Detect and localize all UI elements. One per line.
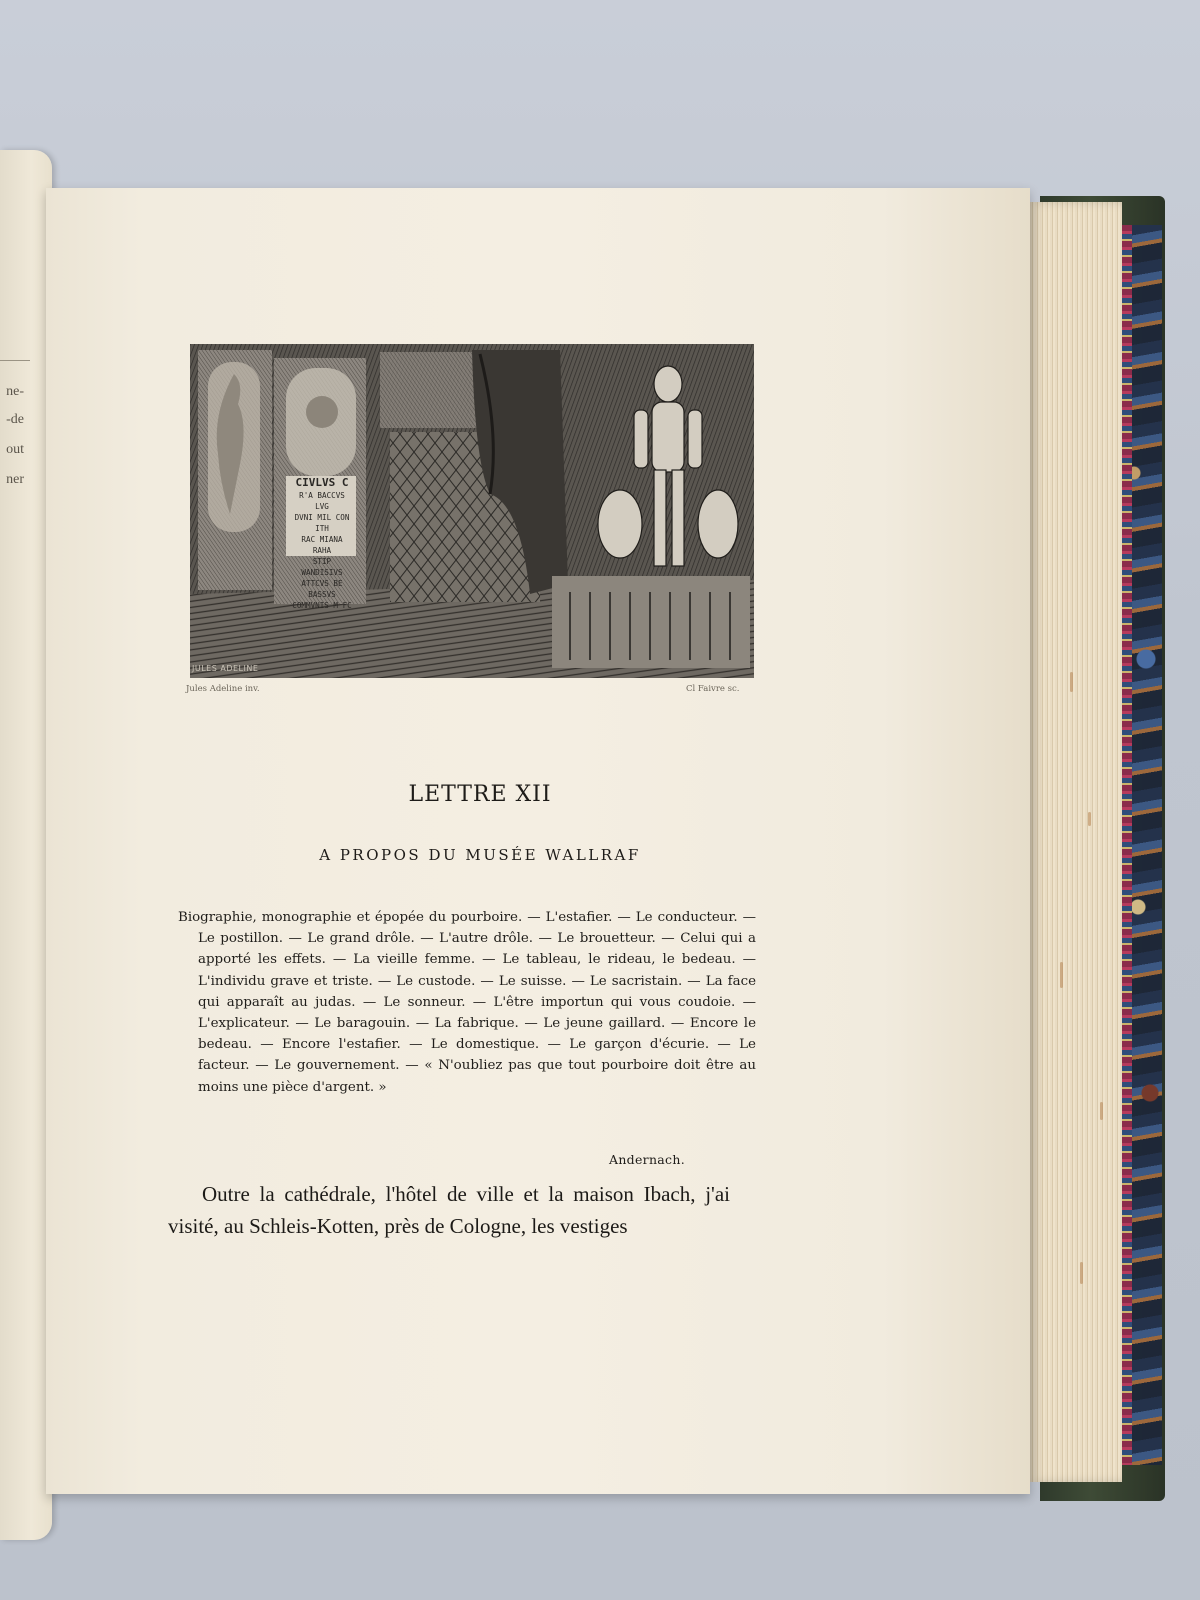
inscription-line: STIP WANDISIVS	[301, 557, 343, 577]
place-name: Andernach.	[609, 1152, 685, 1167]
engraving-illustration	[190, 344, 754, 678]
inscription	[291, 476, 353, 611]
left-page-rule	[0, 360, 30, 361]
inscription-line: CIVLVS C	[295, 476, 349, 489]
inscription-line: DVNI MIL CON ITH	[294, 513, 350, 533]
engraving-artwork	[190, 344, 754, 678]
inscription-line: COMMVNIS M FC	[292, 601, 352, 610]
headband	[1122, 225, 1132, 1465]
page-block-edge	[1030, 202, 1122, 1482]
left-page-fragment: ne-	[6, 384, 24, 399]
foxing-spot	[1088, 812, 1091, 826]
foxing-spot	[1060, 962, 1063, 988]
engraving-credit-left: Jules Adeline inv.	[186, 684, 260, 694]
body-paragraph: Outre la cathédrale, l'hôtel de ville et la maison Ibach, j'ai visité, au Schleis-Kotten, près de Cologne, les vestiges	[168, 1182, 730, 1238]
left-page-fragment: out	[6, 442, 24, 457]
foxing-spot	[1100, 1102, 1103, 1120]
chapter-summary: Biographie, monographie et épopée du pourboire. — L'estafier. — Le conducteur. — Le postillon. — Le grand drôle. — L'autre drôle. — Le brouetteur. — Celui qui a apporté les effets. — La vieille femme. — Le tableau, le rideau, le bedeau. — L'individu grave et triste. — Le custode. — Le suisse. — Le sacristain. — La face qui apparaît au judas. — Le sonneur. — L'être importun qui vous coudoie. — L'explicateur. — Le baragouin. — La fabrique. — Le jeune gaillard. — Encore le bedeau. — Encore l'estafier. — Le domestique. — Le garçon d'écurie. — Le facteur. — Le gouvernement. — « N'oubliez pas que tout pourboire doit être au moins une pièce d'argent. »	[178, 910, 756, 1095]
left-facing-page	[0, 150, 52, 1540]
inscription-line: RAC MIANA RAHA	[301, 535, 343, 555]
inscription-line: R'A BACCVS LVG	[299, 491, 345, 511]
foxing-spot	[1080, 1262, 1083, 1284]
engraving-credit-right: Cl Faivre sc.	[686, 684, 740, 694]
engraving-signature: JULES ADELINE	[192, 664, 259, 673]
chapter-subtitle: A PROPOS DU MUSÉE WALLRAF	[319, 846, 641, 864]
left-page-fragment: ner	[6, 472, 24, 487]
chapter-title: LETTRE XII	[408, 782, 552, 807]
foxing-spot	[1070, 672, 1073, 692]
left-page-fragment: -de	[6, 412, 24, 427]
inscription-line: ATTCVS BE BASSVS	[301, 579, 343, 599]
